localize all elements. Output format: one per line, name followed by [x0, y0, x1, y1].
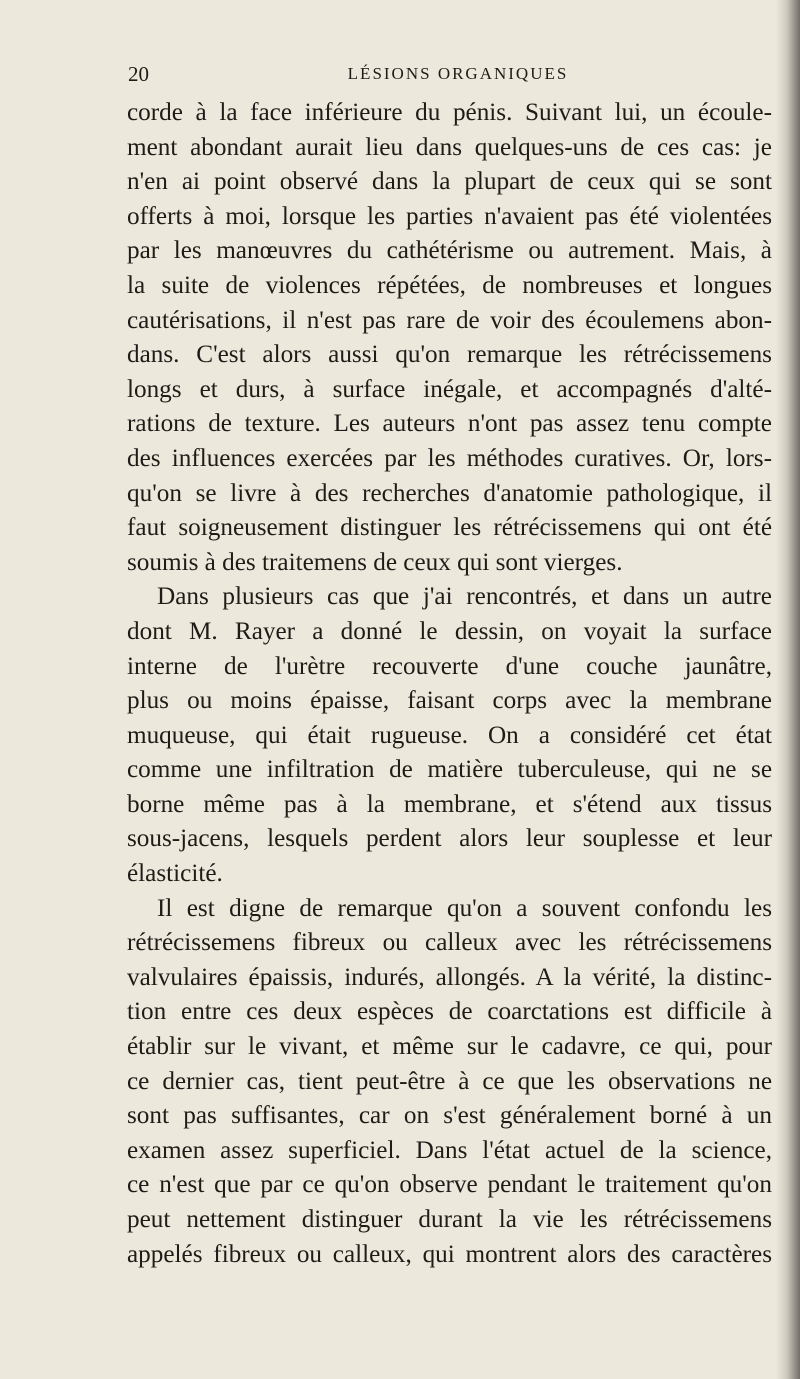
text-line: longs et durs, à surface inégale, et accompagnés d'alté-: [127, 375, 772, 403]
text-line: plus ou moins épaisse, faisant corps avec la membrane: [127, 687, 772, 715]
text-line: comme une infiltration de matière tuberculeuse, qui ne se: [127, 756, 772, 784]
text-line: établir sur le vivant, et même sur le cadavre, ce qui, pour: [127, 1033, 772, 1061]
text-line: ce dernier cas, tient peut-être à ce que les observations ne: [127, 1067, 772, 1095]
text-line: peut nettement distinguer durant la vie les rétrécissemens: [127, 1206, 772, 1233]
text-line: appelés fibreux ou calleux, qui montrent alors des caractères: [127, 1240, 772, 1268]
text-line: Dans plusieurs cas que j'ai rencontrés, et dans un autre: [157, 583, 772, 611]
text-line: faut soigneusement distinguer les rétrécissemens qui ont été: [127, 514, 772, 542]
text-line: Il est digne de remarque qu'on a souvent confondu les: [157, 894, 772, 922]
text-line: des influences exercées par les méthodes curatives. Or, lors-: [127, 444, 772, 472]
text-line: rations de texture. Les auteurs n'ont pas assez tenu compte: [127, 410, 772, 438]
text-line: sous-jacens, lesquels perdent alors leur souplesse et leur: [127, 825, 772, 853]
text-line: muqueuse, qui était rugueuse. On a considéré cet état: [127, 721, 772, 749]
text-line: dont M. Rayer a donné le dessin, on voyait la surface: [127, 617, 772, 645]
text-line: soumis à des traitemens de ceux qui sont vierges.: [127, 548, 623, 576]
text-line: ment abondant aurait lieu dans quelques-uns de ces cas: je: [127, 133, 772, 161]
text-line: offerts à moi, lorsque les parties n'avaient pas été violentées: [127, 202, 772, 230]
running-title: LÉSIONS ORGANIQUES: [347, 64, 569, 83]
text-line: examen assez superficiel. Dans l'état actuel de la science,: [127, 1136, 772, 1164]
page-edge-shadow: [776, 0, 800, 1379]
text-line: dans. C'est alors aussi qu'on remarque les rétrécissemens: [127, 341, 772, 369]
text-line: borne même pas à la membrane, et s'étend aux tissus: [127, 790, 772, 818]
text-line: n'en ai point observé dans la plupart de ceux qui se sont: [127, 168, 772, 196]
page-number: 20: [128, 62, 149, 86]
text-line: interne de l'urètre recouverte d'une couche jaunâtre,: [127, 652, 772, 680]
page-header: [128, 62, 768, 90]
text-line: valvulaires épaissis, indurés, allongés. A la vérité, la distinc-: [127, 963, 772, 991]
text-line: la suite de violences répétées, de nombreuses et longues: [127, 271, 772, 299]
text-line: corde à la face inférieure du pénis. Suivant lui, un écoule-: [127, 99, 772, 126]
text-line: tion entre ces deux espèces de coarctations est difficile à: [127, 998, 772, 1026]
body-text: [127, 96, 772, 1272]
text-line: sont pas suffisantes, car on s'est généralement borné à un: [127, 1102, 772, 1130]
text-line: rétrécissemens fibreux ou calleux avec les rétrécissemens: [127, 929, 772, 957]
text-line: par les manœuvres du cathétérisme ou autrement. Mais, à: [127, 237, 772, 265]
text-line: ce n'est que par ce qu'on observe pendant le traitement qu'on: [127, 1171, 772, 1199]
text-line: qu'on se livre à des recherches d'anatomie pathologique, il: [127, 479, 772, 507]
text-line: cautérisations, il n'est pas rare de voir des écoulemens abon-: [127, 306, 772, 334]
text-line: élasticité.: [127, 860, 223, 888]
